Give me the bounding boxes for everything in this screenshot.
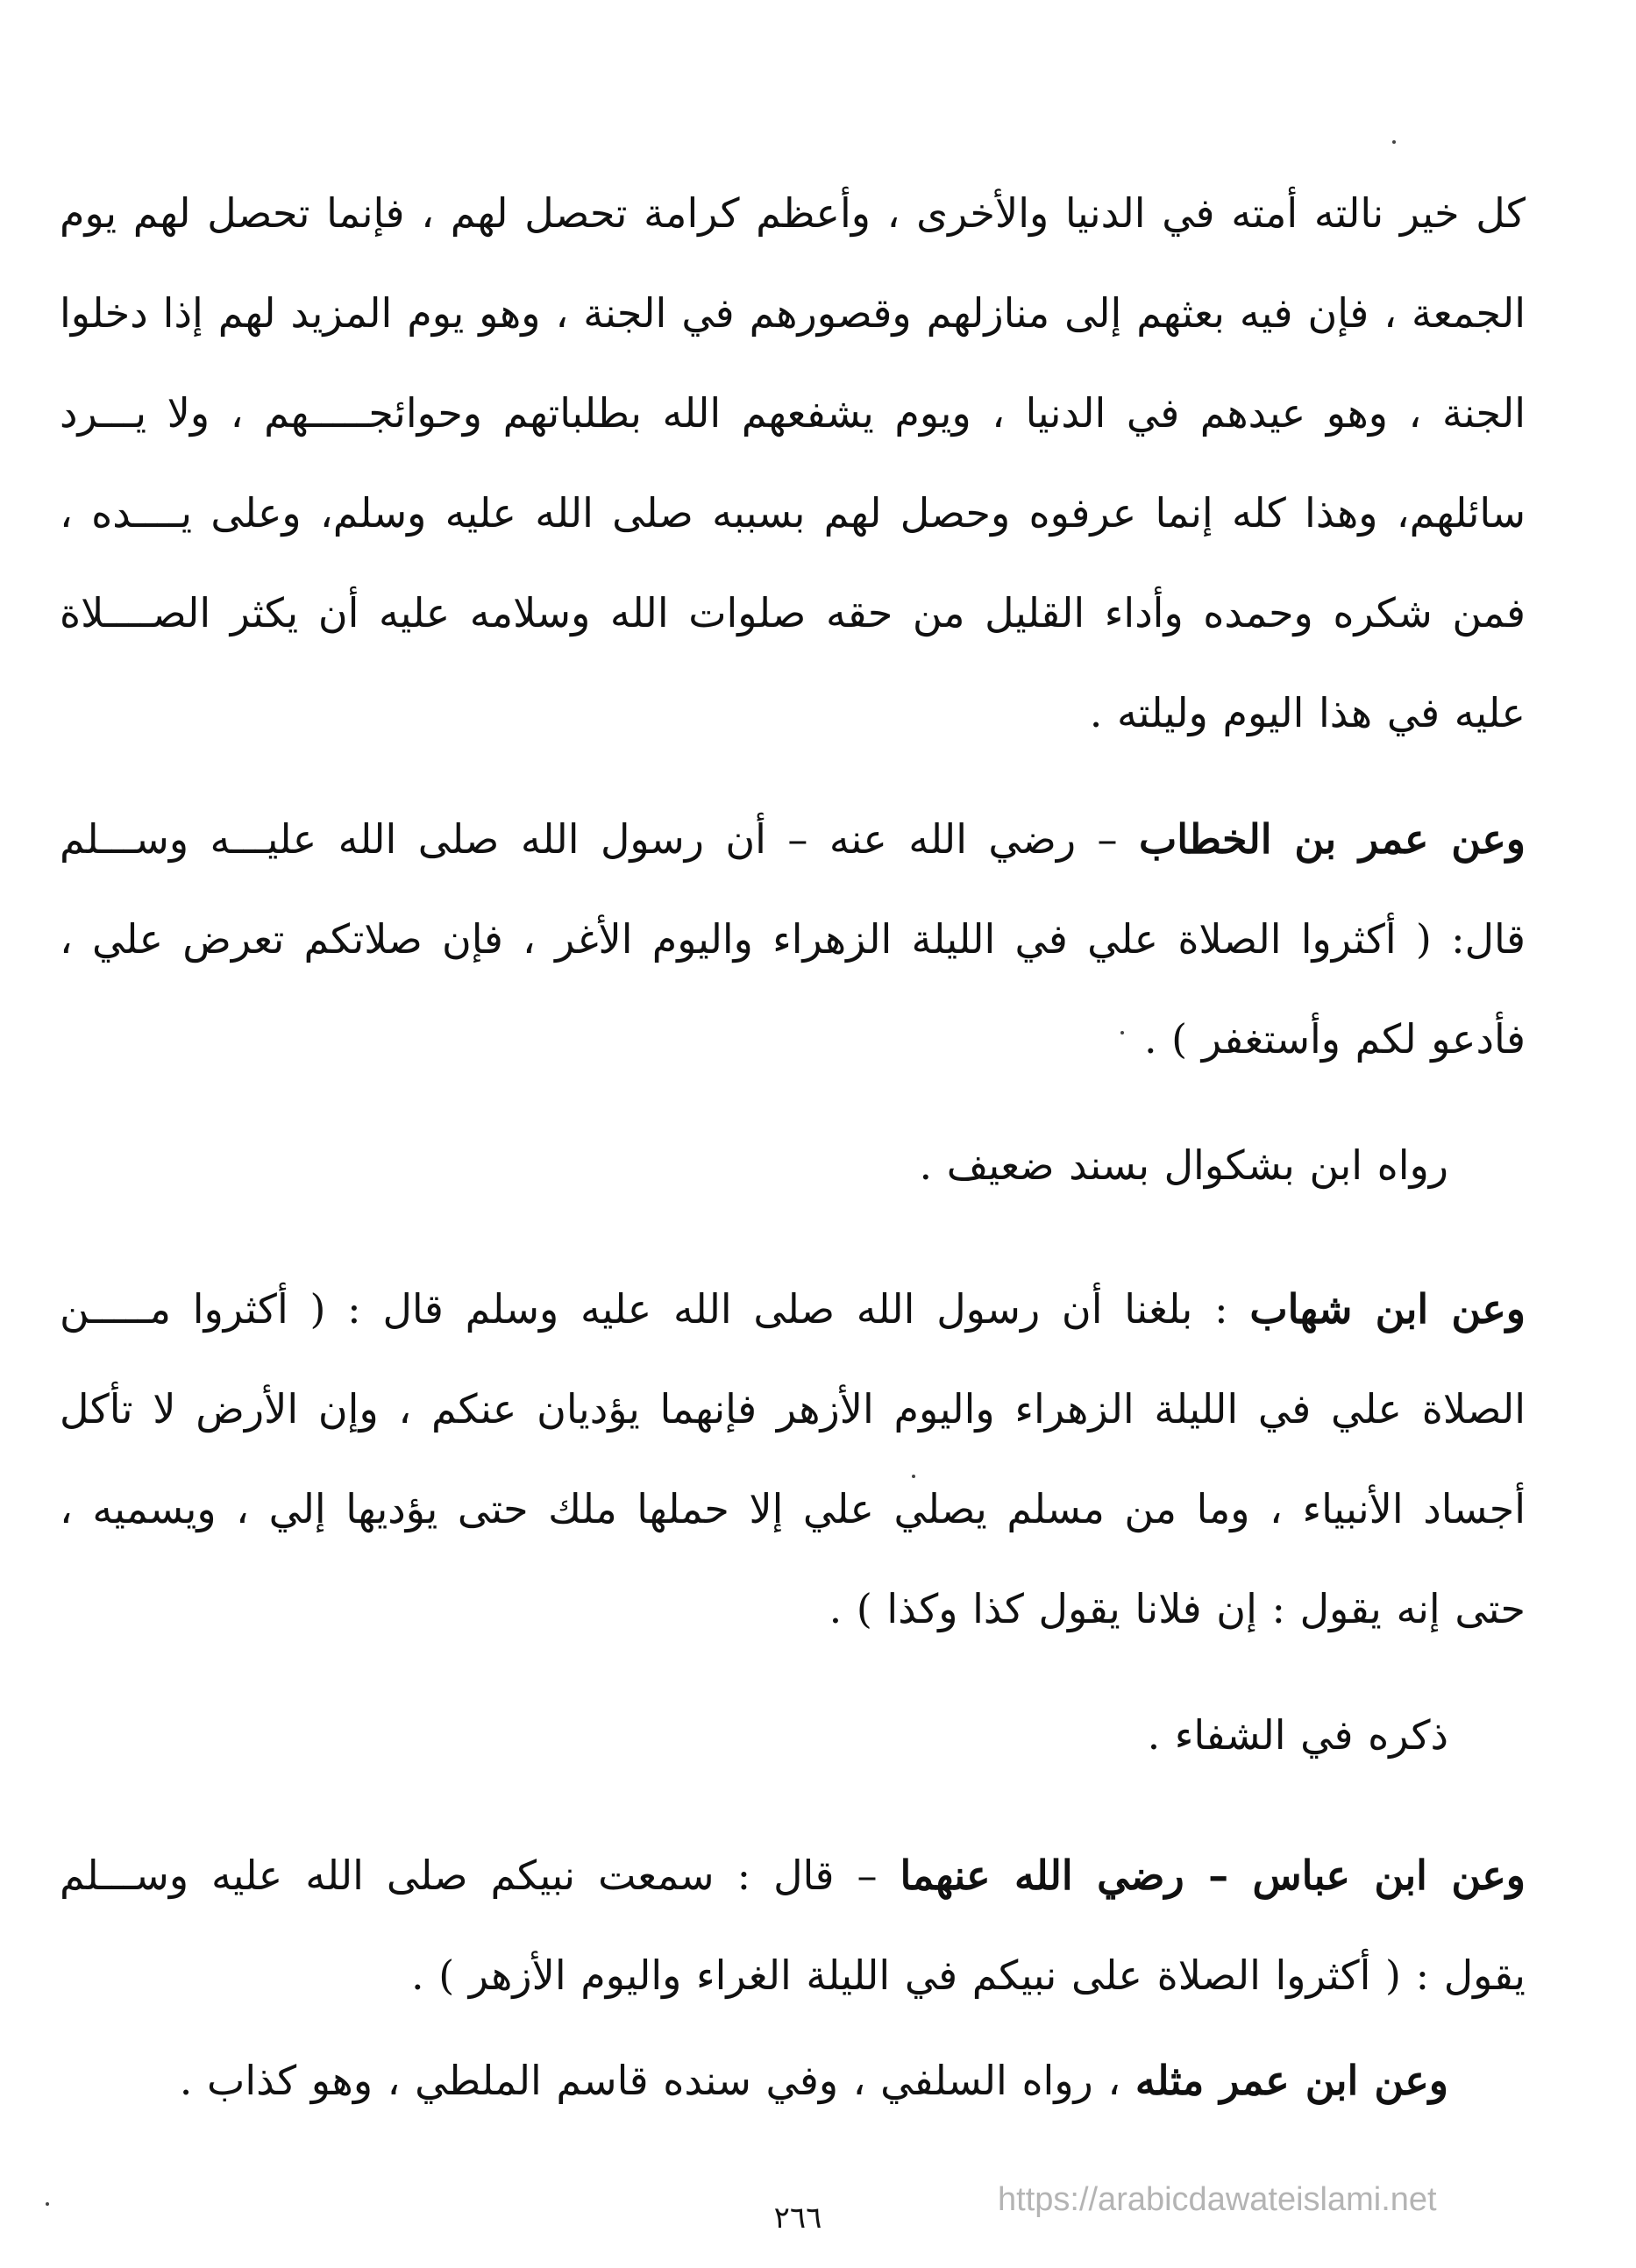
text-line <box>60 1259 1526 1359</box>
page-number: ٢٦٦ <box>773 2200 822 2236</box>
text-line: فمن شكره وحمده وأداء القليل من حقه صلوات الله وسلامه عليه أن يكثر الصــــلاة <box>60 589 1526 636</box>
scan-speck <box>46 2202 49 2206</box>
paragraph-3 <box>60 1115 1526 1215</box>
paragraph-5 <box>60 1685 1526 1785</box>
hadith-narrator: وعن ابن شهاب <box>1249 1285 1526 1333</box>
text-line: عليه في هذا اليوم وليلته . <box>1089 689 1526 736</box>
text-line: قال: ( أكثروا الصلاة علي في الليلة الزهراء واليوم الأغر ، فإن صلاتكم تعرض علي ، <box>60 915 1526 963</box>
text-line: رواه ابن بشكوال بسند ضعيف . <box>919 1141 1448 1189</box>
text-fragment: – قال : سمعت نبيكم صلى الله عليه وســـلم <box>60 1852 900 1899</box>
text-line <box>60 789 1526 889</box>
text-line: الجمعة ، فإن فيه بعثهم إلى منازلهم وقصورهم في الجنة ، وهو يوم المزيد لهم إذا دخلوا <box>60 289 1526 337</box>
text-line: ذكره في الشفاء . <box>1147 1711 1448 1759</box>
paragraph-7 <box>60 2030 1526 2130</box>
scan-speck <box>1392 140 1396 144</box>
text-fragment: – رضي الله عنه – أن رسول الله صلى الله عليـــه وســـلم <box>60 815 1139 863</box>
scan-speck <box>912 1475 915 1478</box>
hadith-narrator: وعن عمر بن الخطاب <box>1138 815 1526 863</box>
paragraph-4 <box>60 1259 1526 1659</box>
paragraph-1 <box>60 163 1526 763</box>
scan-speck <box>1120 1031 1124 1034</box>
text-line <box>60 1825 1526 1925</box>
text-line: سائلهم، وهذا كله إنما عرفوه وحصل لهم بسببه صلى الله عليه وسلم، وعلى يــــده ، <box>60 489 1526 537</box>
paragraph-2 <box>60 789 1526 1089</box>
text-line: فأدعو لكم وأستغفر ) . <box>1143 1015 1526 1063</box>
text-line <box>60 2030 1526 2130</box>
hadith-narrator: وعن ابن عمر مثله <box>1135 2057 1448 2104</box>
hadith-narrator: وعن ابن عباس – رضي الله عنهما <box>900 1852 1526 1899</box>
text-fragment: ، رواه السلفي ، وفي سنده قاسم الملطي ، وهو كذاب . <box>179 2057 1135 2104</box>
text-line: كل خير نالته أمته في الدنيا والأخرى ، وأعظم كرامة تحصل لهم ، فإنما تحصل لهم يوم <box>60 189 1526 237</box>
text-line: حتى إنه يقول : إن فلانا يقول كذا وكذا ) . <box>829 1585 1526 1632</box>
text-line: يقول : ( أكثروا الصلاة على نبيكم في الليلة الغراء واليوم الأزهر ) . <box>410 1952 1526 1999</box>
text-line: الصلاة علي في الليلة الزهراء واليوم الأزهر فإنهما يؤديان عنكم ، وإن الأرض لا تأكل <box>60 1385 1526 1433</box>
text-line: أجساد الأنبياء ، وما من مسلم يصلي علي إلا حملها ملك حتى يؤديها إلي ، ويسميه ، <box>60 1485 1526 1532</box>
text-fragment: : بلغنا أن رسول الله صلى الله عليه وسلم قال : ( أكثروا مـــــن <box>60 1285 1250 1333</box>
watermark-url: https://arabicdawateislami.net <box>998 2181 1437 2218</box>
text-line: الجنة ، وهو عيدهم في الدنيا ، ويوم يشفعهم الله بطلباتهم وحوائجـــــهم ، ولا يـــرد <box>60 389 1526 437</box>
paragraph-6 <box>60 1825 1526 2025</box>
